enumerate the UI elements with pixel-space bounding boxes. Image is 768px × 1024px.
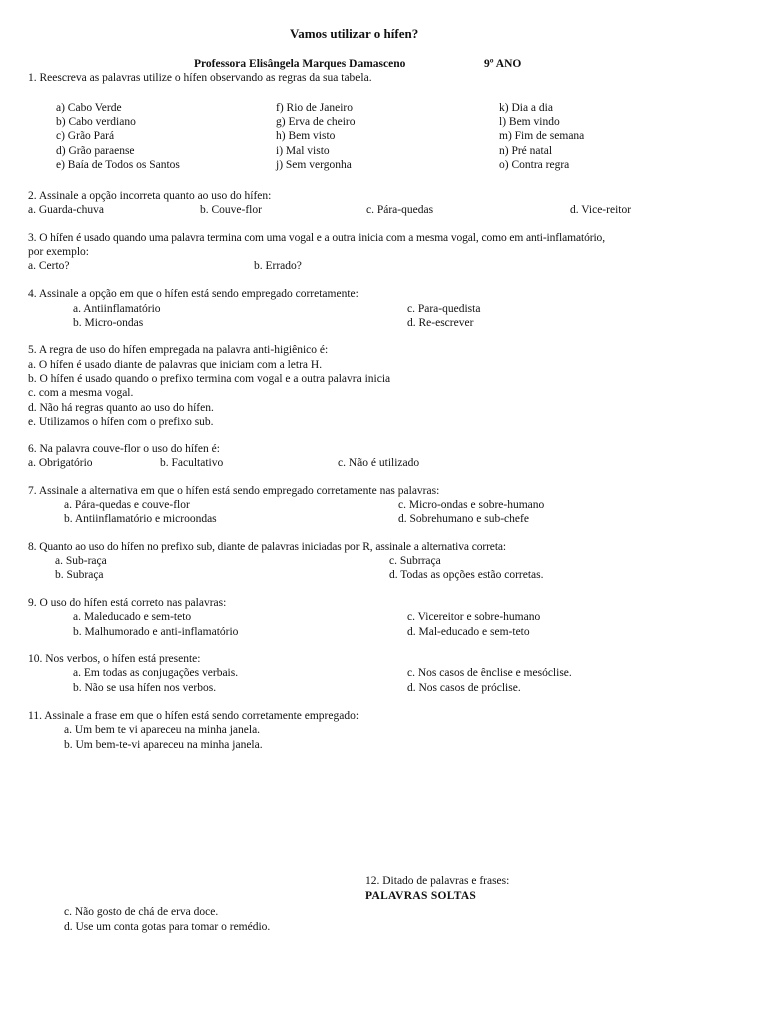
question-6-option-a: a. Obrigatório: [28, 457, 93, 469]
question-3-option-a: a. Certo?: [28, 260, 70, 272]
question-9-option-d: d. Mal-educado e sem-teto: [407, 626, 530, 638]
question-3-prompt: 3. O hífen é usado quando uma palavra termina com uma vogal e a outra inicia com a mesma vogal, como em anti-inflamatório,: [28, 232, 605, 244]
question-10-option-d: d. Nos casos de próclise.: [407, 682, 521, 694]
question-10-option-b: b. Não se usa hífen nos verbos.: [73, 682, 217, 694]
question-8-prompt: 8. Quanto ao uso do hífen no prefixo sub, diante de palavras iniciadas por R, assinale a alternativa correta:: [28, 541, 507, 553]
sentence-c: c. Não gosto de chá de erva doce.: [64, 906, 219, 918]
question-11-option-b: b. Um bem-te-vi apareceu na minha janela.: [64, 739, 263, 751]
list-item: h) Bem visto: [276, 130, 336, 143]
question-12-prompt: 12. Ditado de palavras e frases:: [365, 875, 510, 887]
list-item: d) Grão paraense: [56, 144, 135, 157]
question-9-option-b: b. Malhumorado e anti-inflamatório: [73, 626, 239, 638]
list-item: c) Grão Pará: [56, 130, 115, 143]
question-9-prompt: 9. O uso do hífen está correto nas palavras:: [28, 597, 227, 609]
list-item: o) Contra regra: [499, 158, 570, 171]
question-2-option-c: c. Pára-quedas: [366, 204, 434, 216]
page-title: Vamos utilizar o hífen?: [290, 26, 419, 41]
list-item: b) Cabo verdiano: [56, 116, 136, 129]
question-5-options: [28, 358, 390, 429]
question-7-option-c: c. Micro-ondas e sobre-humano: [398, 499, 545, 511]
question-8-option-d: d. Todas as opções estão corretas.: [389, 569, 544, 581]
grade-label: 9º ANO: [484, 58, 522, 70]
question-6-option-b: b. Facultativo: [160, 457, 224, 469]
question-3-prompt-cont: por exemplo:: [28, 246, 89, 258]
question-9-option-a: a. Maleducado e sem-teto: [73, 611, 192, 623]
list-item: k) Dia a dia: [499, 102, 553, 114]
question-8-option-c: c. Subrraça: [389, 555, 441, 567]
question-10-option-c: c. Nos casos de ênclise e mesóclise.: [407, 667, 572, 679]
question-10-prompt: 10. Nos verbos, o hífen está presente:: [28, 653, 201, 665]
question-4-option-c: c. Para-quedista: [407, 303, 481, 315]
list-item: g) Erva de cheiro: [276, 116, 356, 129]
list-item: e. Utilizamos o hífen com o prefixo sub.: [28, 415, 214, 428]
list-item: m) Fim de semana: [499, 130, 585, 143]
list-item: l) Bem vindo: [499, 116, 560, 129]
question-1-column-1: [56, 101, 180, 172]
question-6-prompt: 6. Na palavra couve-flor o uso do hífen é:: [28, 443, 220, 455]
list-item: c. com a mesma vogal.: [28, 387, 134, 400]
question-4-option-a: a. Antiinflamatório: [73, 303, 161, 315]
question-12-heading: PALAVRAS SOLTAS: [365, 890, 477, 902]
teacher-name: Professora Elisângela Marques Damasceno: [194, 58, 406, 70]
question-9-option-c: c. Vicereitor e sobre-humano: [407, 611, 541, 623]
question-3-option-b: b. Errado?: [254, 260, 302, 272]
question-4-prompt: 4. Assinale a opção em que o hífen está sendo empregado corretamente:: [28, 288, 359, 300]
list-item: d. Não há regras quanto ao uso do hífen.: [28, 401, 214, 414]
question-2-prompt: 2. Assinale a opção incorreta quanto ao uso do hífen:: [28, 190, 272, 202]
list-item: a) Cabo Verde: [56, 102, 122, 114]
question-7-prompt: 7. Assinale a alternativa em que o hífen está sendo empregado corretamente nas palavras:: [28, 485, 440, 497]
question-1-column-2: [276, 101, 356, 172]
question-6-option-c: c. Não é utilizado: [338, 457, 420, 469]
list-item: i) Mal visto: [276, 144, 330, 157]
question-8-option-b: b. Subraça: [55, 569, 104, 581]
question-7-option-d: d. Sobrehumano e sub-chefe: [398, 513, 529, 525]
question-2-option-a: a. Guarda-chuva: [28, 204, 104, 216]
list-item: e) Baía de Todos os Santos: [56, 158, 180, 171]
list-item: f) Rio de Janeiro: [276, 102, 353, 114]
question-5-prompt: 5. A regra de uso do hífen empregada na palavra anti-higiênico é:: [28, 344, 329, 356]
question-4-option-d: d. Re-escrever: [407, 317, 474, 329]
question-4-option-b: b. Micro-ondas: [73, 317, 144, 329]
question-8-option-a: a. Sub-raça: [55, 555, 107, 567]
question-11-prompt: 11. Assinale a frase em que o hífen está sendo corretamente empregado:: [28, 710, 360, 722]
question-7-option-b: b. Antiinflamatório e microondas: [64, 513, 217, 525]
question-1-prompt: 1. Reescreva as palavras utilize o hífen observando as regras da sua tabela.: [28, 72, 372, 84]
list-item: n) Pré natal: [499, 144, 553, 157]
list-item: j) Sem vergonha: [276, 158, 352, 171]
question-1-column-3: [499, 101, 584, 172]
question-10-option-a: a. Em todas as conjugações verbais.: [73, 667, 239, 679]
question-11-option-a: a. Um bem te vi apareceu na minha janela.: [64, 724, 261, 736]
sentence-d: d. Use um conta gotas para tomar o remédio.: [64, 921, 271, 933]
list-item: b. O hífen é usado quando o prefixo termina com vogal e a outra palavra inicia: [28, 373, 391, 386]
question-2-option-d: d. Vice-reitor: [570, 204, 632, 216]
question-7-option-a: a. Pára-quedas e couve-flor: [64, 499, 190, 511]
question-2-option-b: b. Couve-flor: [200, 204, 262, 216]
list-item: a. O hífen é usado diante de palavras que iniciam com a letra H.: [28, 359, 323, 371]
